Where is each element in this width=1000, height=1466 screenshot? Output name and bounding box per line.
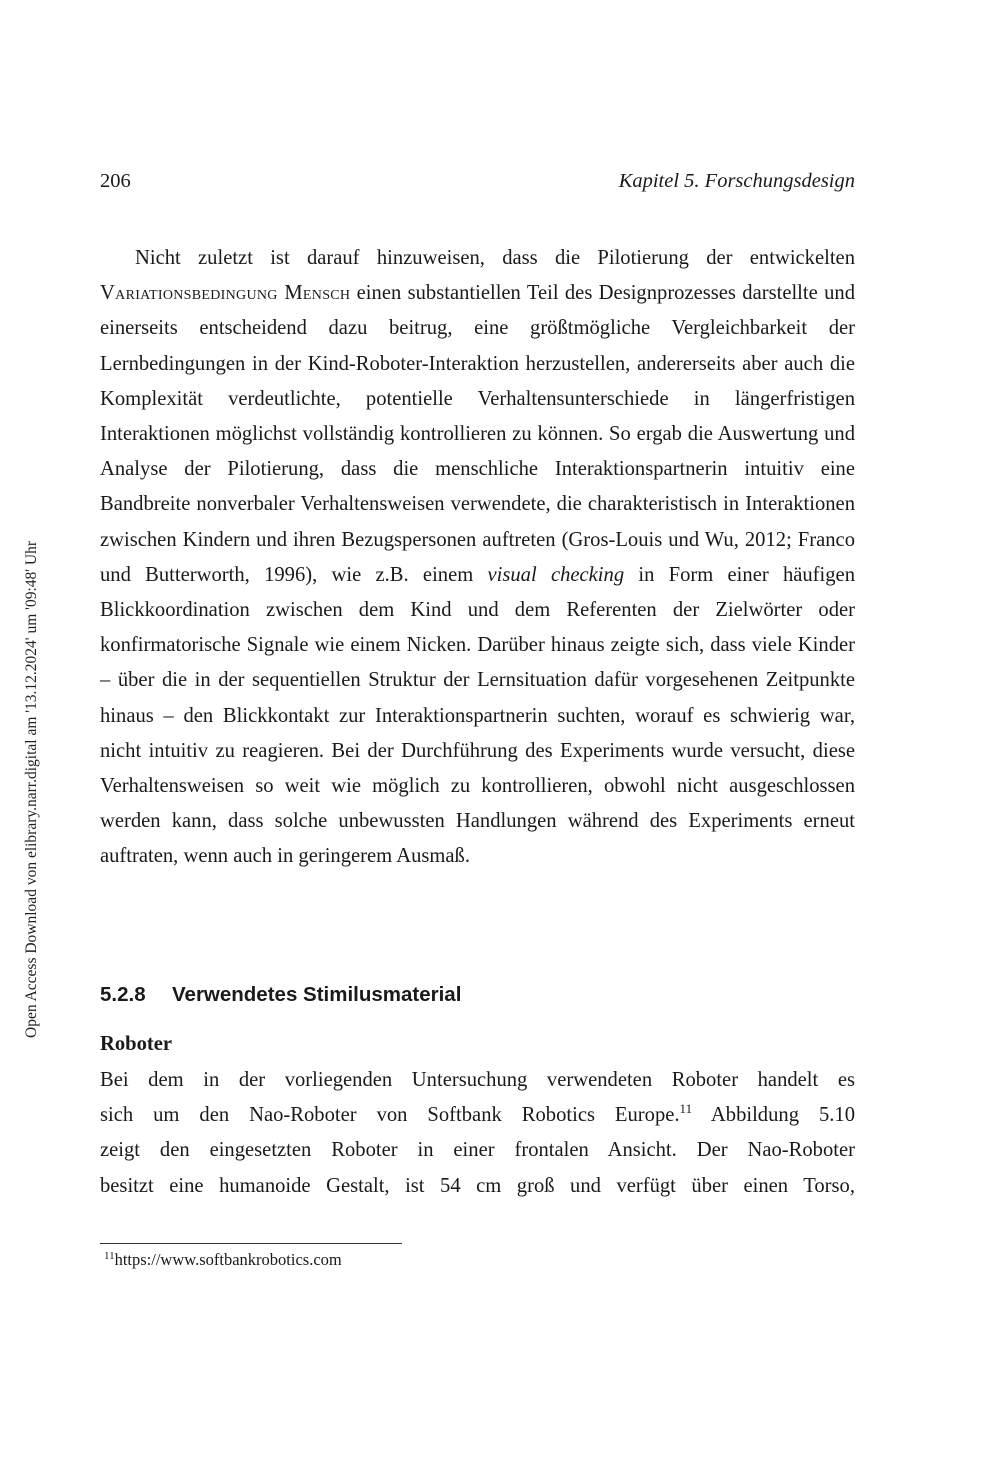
paragraph-text: einen substantiellen Teil des Designprozesses darstellte und einerseits entscheidend dazu beitrug, eine größtmögliche Vergleichbarkeit der Lernbedingungen in der Kind-Roboter-Interaktion herzustellen, andererseits aber auch die Komplexität verdeutlichte, potentielle Verhaltensunterschiede in längerfristigen Interaktionen möglichst vollständig kontrollieren zu können. So ergab die Auswertung und Analyse der Pilotierung, dass die menschliche Interaktionspartnerin intuitiv eine Bandbreite nonverbaler Verhaltensweisen verwendete, die charakteristisch in Interaktionen zwischen Kindern und ihren Bezugspersonen auftreten (Gros-Louis und Wu, 2012; Franco und Butterworth, 1996), wie z.B. einem	[100, 282, 855, 586]
paragraph	[100, 241, 855, 875]
text-segment: Abbildung 5.10	[692, 1104, 855, 1127]
page-number: 206	[100, 170, 131, 192]
text-segment: sich um den Nao-Roboter von Softbank Robotics Europe.	[100, 1104, 680, 1127]
text-line	[100, 1098, 855, 1133]
paragraph-text: Nicht zuletzt ist darauf hinzuweisen, dass die Pilotierung der entwickelten	[135, 247, 855, 269]
section-title: Verwendetes Stimilusmaterial	[172, 983, 462, 1006]
running-head: Kapitel 5. Forschungsdesign	[618, 170, 855, 192]
section-heading	[100, 980, 855, 1010]
subsection-heading: Roboter	[100, 1033, 173, 1055]
text-line: zeigt den eingesetzten Roboter in einer frontalen Ansicht. Der Nao-Roboter	[100, 1139, 855, 1162]
paragraph-text: in Form einer häufigen Blickkoordination zwischen dem Kind und dem Referenten der Zielwörter oder konfirmatorische Signale wie einem Nicken. Darüber hinaus zeigte sich, dass viele Kinder – über die in der sequentiellen Struktur der Lernsituation dafür vorgesehenen Zeitpunkte hinaus – den Blickkontakt zur Interaktionspartnerin suchten, worauf es schwierig war, nicht intuitiv zu reagieren. Bei der Durchführung des Experiments wurde versucht, diese Verhaltensweisen so weit wie möglich zu kontrollieren, obwohl nicht ausgeschlossen werden kann, dass solche unbewussten Handlungen während des Experiments erneut auftraten, wenn auch in geringerem Ausmaß.	[100, 563, 855, 868]
condition-name: Variationsbedingung Mensch	[100, 282, 351, 305]
robot-paragraph	[100, 1063, 855, 1204]
footnote-reference[interactable]: 11	[679, 1101, 693, 1117]
text-line: Bei dem in der vorliegenden Untersuchung verwendeten Roboter handelt es	[100, 1069, 855, 1091]
main-text	[100, 241, 855, 875]
text-line: besitzt eine humanoide Gestalt, ist 54 cm groß und verfügt über einen Torso,	[100, 1174, 855, 1197]
emphasis-term: visual checking	[487, 563, 625, 586]
page-header	[100, 170, 855, 200]
footnote-marker: 11	[104, 1250, 115, 1262]
footnote	[104, 1249, 342, 1271]
footnote-divider	[100, 1243, 402, 1244]
download-watermark: Open Access Download von elibrary.narr.digital am '13.12.2024' um '09:48' Uhr	[23, 540, 40, 1038]
section-number: 5.2.8	[100, 983, 146, 1006]
footnote-link[interactable]: https://www.softbankrobotics.com	[114, 1250, 342, 1269]
